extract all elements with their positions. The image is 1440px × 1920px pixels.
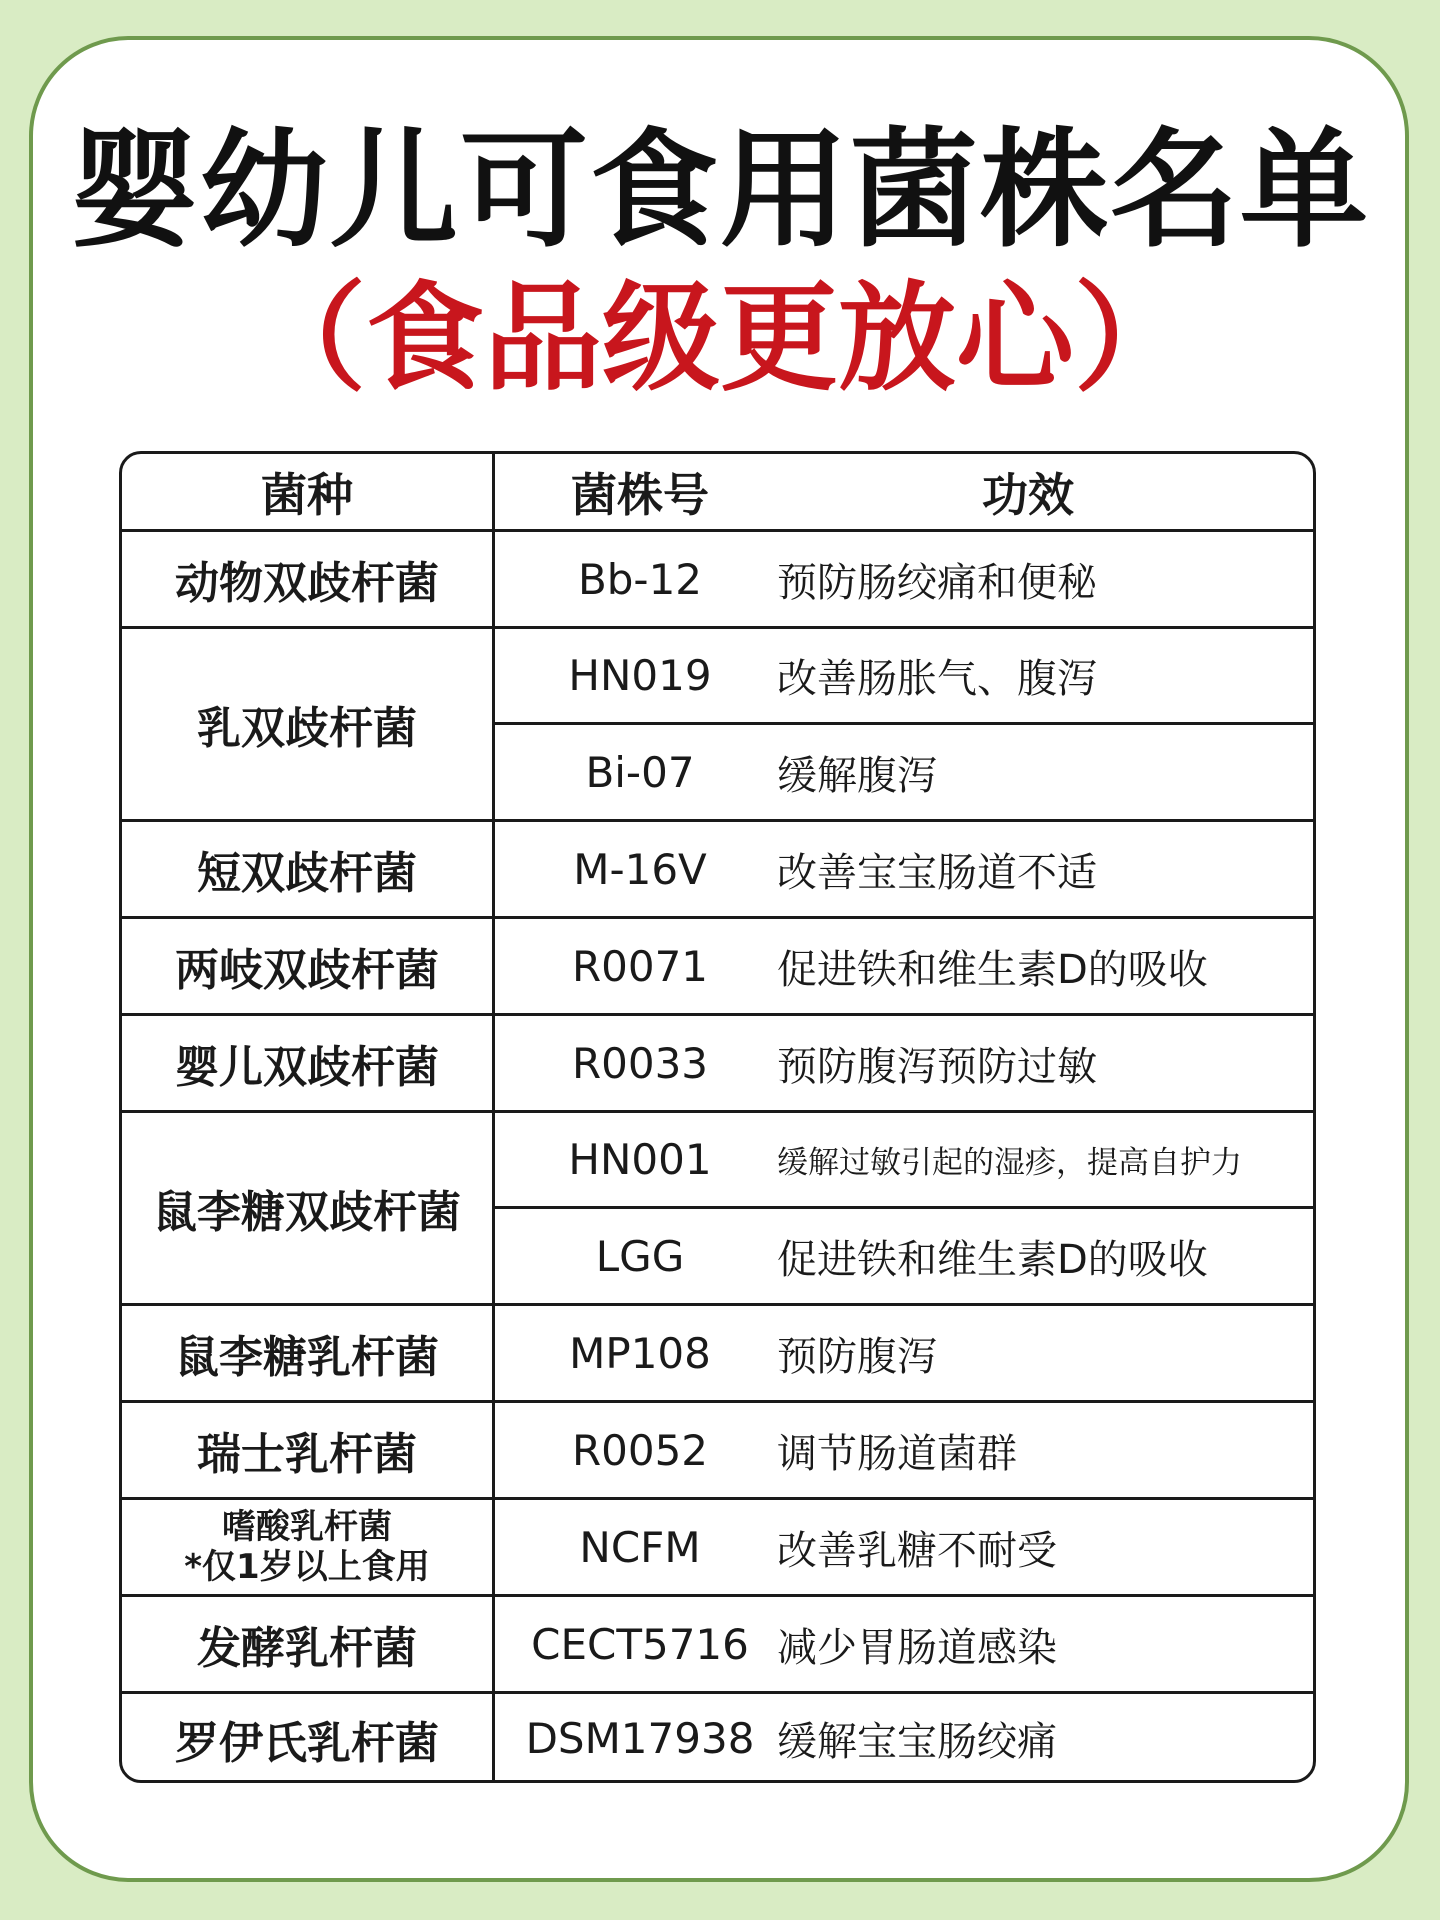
header-effect: 功效 [982,467,1074,522]
effect-cell: 促进铁和维生素D的吸收 [777,946,1208,993]
species-cell: 乳双歧杆菌 [197,703,417,754]
strain-cell: R0033 [571,1038,709,1088]
species-cell: 鼠李糖双歧杆菌 [153,1187,461,1238]
effect-cell: 缓解宝宝肠绞痛 [777,1719,1057,1765]
strain-cell: NCFM [579,1522,701,1572]
effect-cell: 减少胃肠道感染 [777,1624,1057,1671]
page-subtitle: （食品级更放心） [247,269,1192,407]
page-title: 婴幼儿可食用菌株名单 [69,116,1370,265]
species-cell [122,1500,492,1594]
strain-cell: MP108 [569,1328,711,1378]
species-cell: 发酵乳杆菌 [197,1623,417,1674]
strain-cell: R0071 [571,941,709,991]
species-cell: 动物双歧杆菌 [175,558,439,609]
effect-cell: 预防腹泻预防过敏 [777,1043,1097,1090]
effect-cell: 调节肠道菌群 [777,1430,1017,1477]
effect-cell: 改善乳糖不耐受 [777,1527,1057,1574]
strain-table [119,451,1316,1783]
effect-cell: 预防腹泻 [777,1333,937,1380]
strain-cell: Bb-12 [577,554,703,604]
effect-cell: 预防肠绞痛和便秘 [777,559,1097,606]
effect-cell: 缓解腹泻 [777,752,937,799]
species-cell: 短双歧杆菌 [197,848,417,899]
strain-cell: M-16V [573,844,707,894]
strain-cell: DSM17938 [525,1714,755,1763]
species-cell: 两岐双歧杆菌 [175,945,439,996]
effect-cell: 改善宝宝肠道不适 [777,849,1097,896]
strain-cell: R0052 [571,1425,709,1475]
strain-cell: HN019 [568,651,712,700]
species-cell: 婴儿双歧杆菌 [175,1042,439,1093]
species-cell: 罗伊氏乳杆菌 [175,1717,439,1769]
header-strain: 菌株号 [571,467,709,522]
strain-cell: LGG [595,1231,685,1281]
strain-cell: HN001 [568,1135,712,1184]
species-cell: 鼠李糖乳杆菌 [175,1332,439,1383]
effect-cell: 改善肠胀气、腹泻 [777,656,1097,702]
species-note: *仅1岁以上食用 [184,1547,430,1587]
effect-cell: 缓解过敏引起的湿疹，提高自护力 [777,1145,1242,1181]
strain-cell: CECT5716 [531,1619,749,1669]
header-species: 菌种 [261,467,353,522]
effect-cell: 促进铁和维生素D的吸收 [777,1236,1208,1283]
species-name: 嗜酸乳杆菌 [222,1507,392,1547]
species-cell: 瑞士乳杆菌 [197,1429,417,1480]
strain-cell: Bi-07 [585,747,695,797]
